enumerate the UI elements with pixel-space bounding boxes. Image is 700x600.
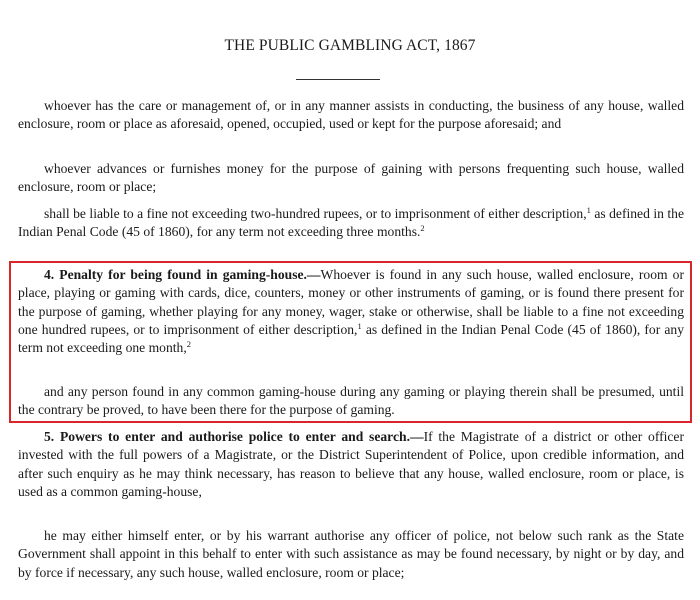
footnote-marker[interactable]: 2 — [186, 339, 191, 350]
section-4-presumption — [18, 383, 684, 420]
section-4-heading: 4. Penalty for being found in gaming-house.— — [44, 267, 321, 282]
section-5-warrant — [18, 527, 684, 582]
paragraph-text: as defined in the Indian Penal Code (45 of 1860), for any term not exceeding three months. — [18, 206, 684, 240]
paragraph-advances-money — [18, 160, 684, 197]
act-title: THE PUBLIC GAMBLING ACT, 1867 — [224, 37, 476, 54]
paragraph-text: Whoever is found in any such house, walled enclosure, room or place, playing or gaming with cards, dice, counters, money or other instruments of gaming, or is found there present for the purpose of gaming, whether playing for any money, wager, stake or otherwise, shall be liable to a fine not exceeding one hundred rupees, or to imprisonment of either description, — [18, 267, 684, 337]
paragraph-text: he may either himself enter, or by his warrant authorise any officer of police, not below such rank as the State Government shall appoint in this behalf to enter with such assistance as may be found necessary, by night or by day, and by force if necessary, any such house, walled enclosure, room or place; — [18, 528, 684, 580]
footnote-marker[interactable]: 1 — [357, 320, 362, 331]
footnote-marker[interactable]: 2 — [420, 223, 425, 234]
section-4-paragraph — [18, 266, 684, 357]
paragraph-text: shall be liable to a fine not exceeding two-hundred rupees, or to imprisonment of either description, — [44, 206, 587, 221]
paragraph-text: as defined in the Indian Penal Code (45 of 1860), for any term not exceeding one month, — [18, 321, 684, 356]
paragraph-management — [18, 97, 684, 134]
footnote-marker[interactable]: 1 — [586, 205, 591, 215]
section-5-paragraph — [18, 428, 684, 501]
paragraph-text: whoever advances or furnishes money for the purpose of gaining with persons frequenting such house, walled enclosure, room or place; — [18, 161, 684, 195]
paragraph-text: If the Magistrate of a district or other officer invested with the full powers of a Magistrate, or the District Superintendent of Police, upon credible information, and after such enquiry as he may think necessary, has reason to believe that any house, walled enclosure, room or place, is used as a common gaming-house, — [18, 429, 684, 499]
paragraph-liability — [18, 205, 684, 242]
section-5-heading: 5. Powers to enter and authorise police to enter and search.— — [44, 429, 424, 444]
paragraph-text: and any person found in any common gaming-house during any gaming or playing therein shall be presumed, until the contrary be proved, to have been there for the purpose of gaming. — [18, 384, 684, 418]
paragraph-text: whoever has the care or management of, or in any manner assists in conducting, the business of any house, walled enclosure, room or place as aforesaid, opened, occupied, used or kept for the purpose aforesaid; and — [18, 98, 684, 132]
title-divider — [296, 79, 380, 80]
